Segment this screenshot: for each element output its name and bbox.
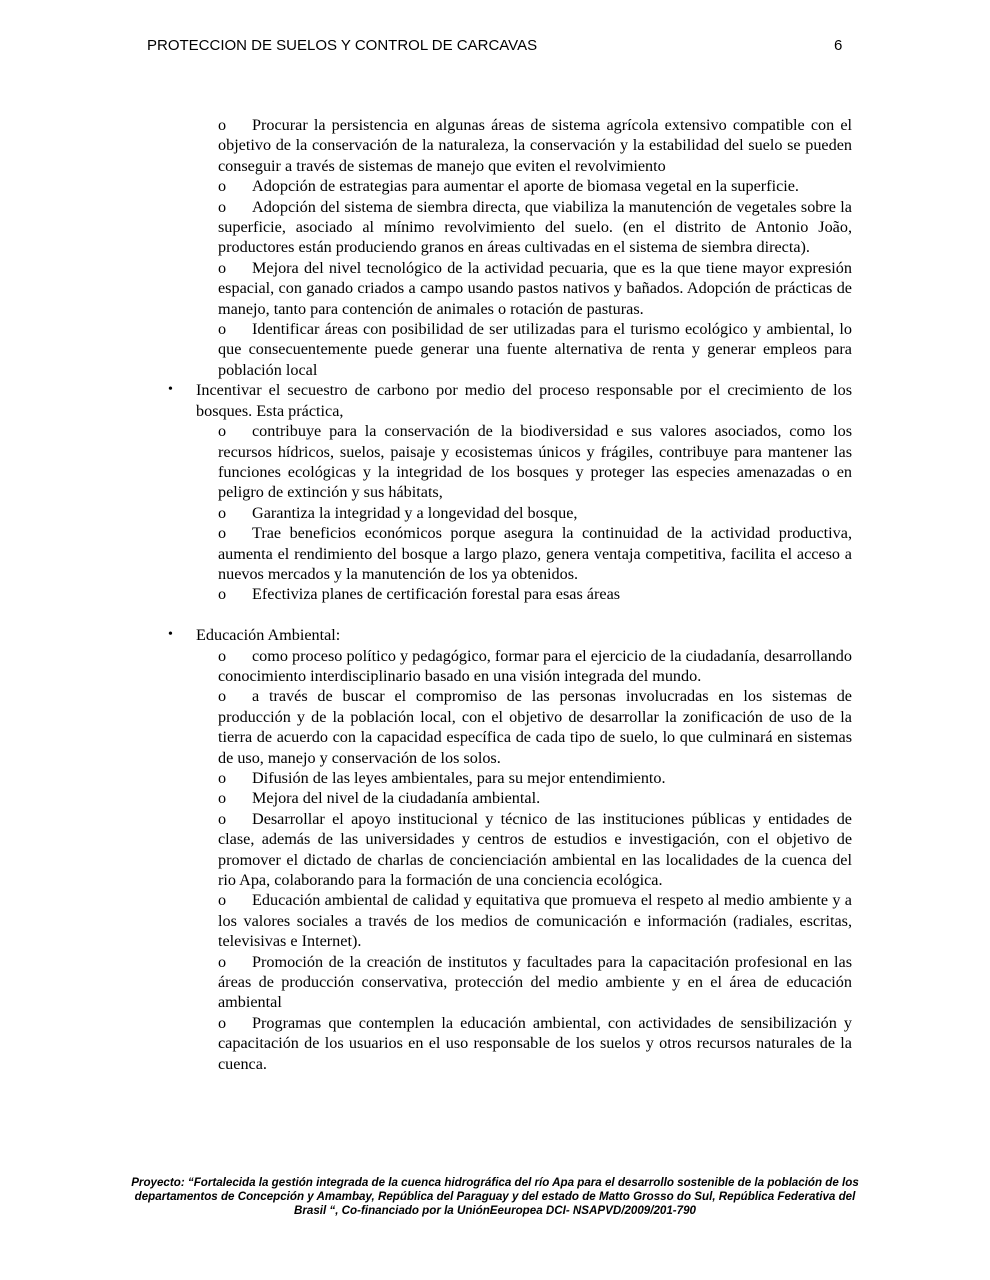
circle-bullet-icon: o: [218, 891, 227, 910]
disc-bullet-icon: •: [168, 382, 173, 398]
circle-bullet-icon: o: [218, 177, 227, 196]
circle-bullet-icon: o: [218, 422, 227, 441]
carbon-sub-list: [196, 421, 852, 605]
list-item-text: Adopción de estrategias para aumentar el aporte de biomasa vegetal en la superficie.: [252, 177, 799, 196]
circle-bullet-icon: o: [218, 320, 227, 339]
circle-bullet-icon: o: [218, 585, 227, 604]
section-carbon: [168, 380, 852, 604]
list-item: [218, 115, 852, 176]
list-item: [218, 503, 852, 523]
list-item-text: Desarrollar el apoyo institucional y técnico de las instituciones públicas y entidades de clase, además de las universidades y centros de estudios e investigación, con el objetivo de promover el dictado de charlas de concienciación ambiental en las localidades de la cuenca del rio Apa, colaborando para la formación de una conciencia ecológica.: [218, 809, 852, 890]
list-item: [218, 1013, 852, 1074]
list-item-text: Educación ambiental de calidad y equitativa que promueva el respeto al medio ambiente y a los valores sociales a través de los medios de comunicación e información (radiales, escritas, televisivas e Internet).: [218, 891, 852, 951]
list-item: [218, 788, 852, 808]
list-item: [218, 176, 852, 196]
circle-bullet-icon: o: [218, 503, 227, 522]
circle-bullet-icon: o: [218, 258, 227, 277]
education-sub-list: [196, 646, 852, 1075]
list-item-text: Trae beneficios económicos porque asegura la continuidad de la actividad productiva, aumenta el rendimiento del bosque a largo plazo, genera ventaja competitiva, facilita el acceso a nuevos mercados y la manutención de los ya obtenidos.: [218, 524, 852, 583]
section-heading: Educación Ambiental:: [196, 626, 341, 645]
list-item: [218, 686, 852, 768]
circle-bullet-icon: o: [218, 116, 227, 134]
list-item-text: Mejora del nivel tecnológico de la actividad pecuaria, que es la que tiene mayor expresión espacial, con ganado criados a campo usando pastos nativos y bañados. Adopción de prácticas de manejo, tanto para contención de animales o rotación de pasturas.: [218, 258, 852, 318]
list-item-text: contribuye para la conservación de la biodiversidad e sus valores asociados, como los recursos hídricos, suelos, paisaje y ecosistemas únicos y frágiles, contribuye para mantener las funciones ecológicas y la integridad de los bosques y proteger las especies amenazadas o en peligro de extinción y sus hábitats,: [218, 422, 852, 502]
list-item-text: Programas que contemplen la educación ambiental, con actividades de sensibilización y capacitación de los usuarios en el uso responsable de los suelos y otros recursos naturales de la cuenca.: [218, 1013, 852, 1073]
running-header-title: PROTECCION DE SUELOS Y CONTROL DE CARCAVAS: [147, 37, 538, 54]
circle-bullet-icon: o: [218, 789, 227, 808]
list-item-text: a través de buscar el compromiso de las personas involucradas en los sistemas de producción y de la población local, con el objetivo de desarrollar la zonificación de uso de la tierra de acuerdo con la capacidad específica de cada tipo de suelo, lo que culminará en sistemas de uso, manejo y conservación de los solos.: [218, 687, 852, 767]
circle-bullet-icon: o: [218, 197, 227, 216]
list-item: [218, 258, 852, 319]
list-item: [218, 646, 852, 687]
list-item: [218, 952, 852, 1013]
page-number: 6: [834, 37, 843, 54]
list-item-text: Difusión de las leyes ambientales, para su mejor entendimiento.: [252, 768, 666, 787]
circle-bullet-icon: o: [218, 1013, 227, 1032]
list-item: [218, 584, 852, 604]
list-item: [218, 768, 852, 788]
intro-sub-list: [168, 115, 852, 380]
list-item: [218, 809, 852, 891]
list-item-text: Mejora del nivel de la ciudadanía ambiental.: [252, 789, 541, 808]
list-item: [218, 523, 852, 584]
list-item-text: Identificar áreas con posibilidad de ser utilizadas para el turismo ecológico y ambiental, lo que consecuentemente puede generar una fuente alternativa de renta y generar empleos para población local: [218, 320, 852, 379]
document-body: [168, 115, 852, 1074]
circle-bullet-icon: o: [218, 687, 227, 706]
circle-bullet-icon: o: [218, 646, 227, 665]
list-item: [218, 319, 852, 380]
list-item-text: Efectiviza planes de certificación forestal para esas áreas: [252, 585, 621, 604]
list-item: [218, 197, 852, 258]
main-list: [168, 380, 852, 1074]
circle-bullet-icon: o: [218, 524, 227, 543]
circle-bullet-icon: o: [218, 952, 227, 971]
disc-bullet-icon: •: [168, 627, 173, 643]
list-item: [218, 890, 852, 951]
list-item-text: Procurar la persistencia en algunas áreas de sistema agrícola extensivo compatible con el objetivo de la conservación de la naturaleza, la conservación y la estabilidad del suelo se pueden conseguir a través de sistemas de manejo que eviten el revolvimiento: [218, 116, 852, 175]
list-item-text: Garantiza la integridad y a longevidad del bosque,: [252, 503, 578, 522]
project-footer: Proyecto: “Fortalecida la gestión integrada de la cuenca hidrográfica del río Apa para el desarrollo sostenible de la población de los departamentos de Concepción y Amambay, República del Paraguay y del estado de Matto Grosso do Sul, República Federativa del Brasil “, Co-financiado por la UniónEeuropea DCI- NSAPVD/2009/201-790: [131, 1176, 859, 1218]
list-item-text: Promoción de la creación de institutos y facultades para la capacitación profesional en las áreas de producción conservativa, protección del medio ambiente y en el área de educación ambiental: [218, 952, 852, 1012]
list-item-text: como proceso político y pedagógico, formar para el ejercicio de la ciudadanía, desarrollando conocimiento interdisciplinario basado en una visión integrada del mundo.: [218, 646, 852, 685]
spacer: [168, 605, 852, 625]
circle-bullet-icon: o: [218, 809, 227, 828]
list-item: [218, 421, 852, 503]
circle-bullet-icon: o: [218, 768, 227, 787]
list-item-text: Adopción del sistema de siembra directa, que viabiliza la manutención de vegetales sobre la superficie, asociado al mínimo revolvimiento del suelo. (en el distrito de Antonio João, productores están produciendo granos en áreas cultivadas en el sistema de siembra directa).: [218, 197, 852, 257]
section-heading: Incentivar el secuestro de carbono por medio del proceso responsable por el crecimiento de los bosques. Esta práctica,: [196, 381, 852, 420]
section-education: [168, 625, 852, 1074]
